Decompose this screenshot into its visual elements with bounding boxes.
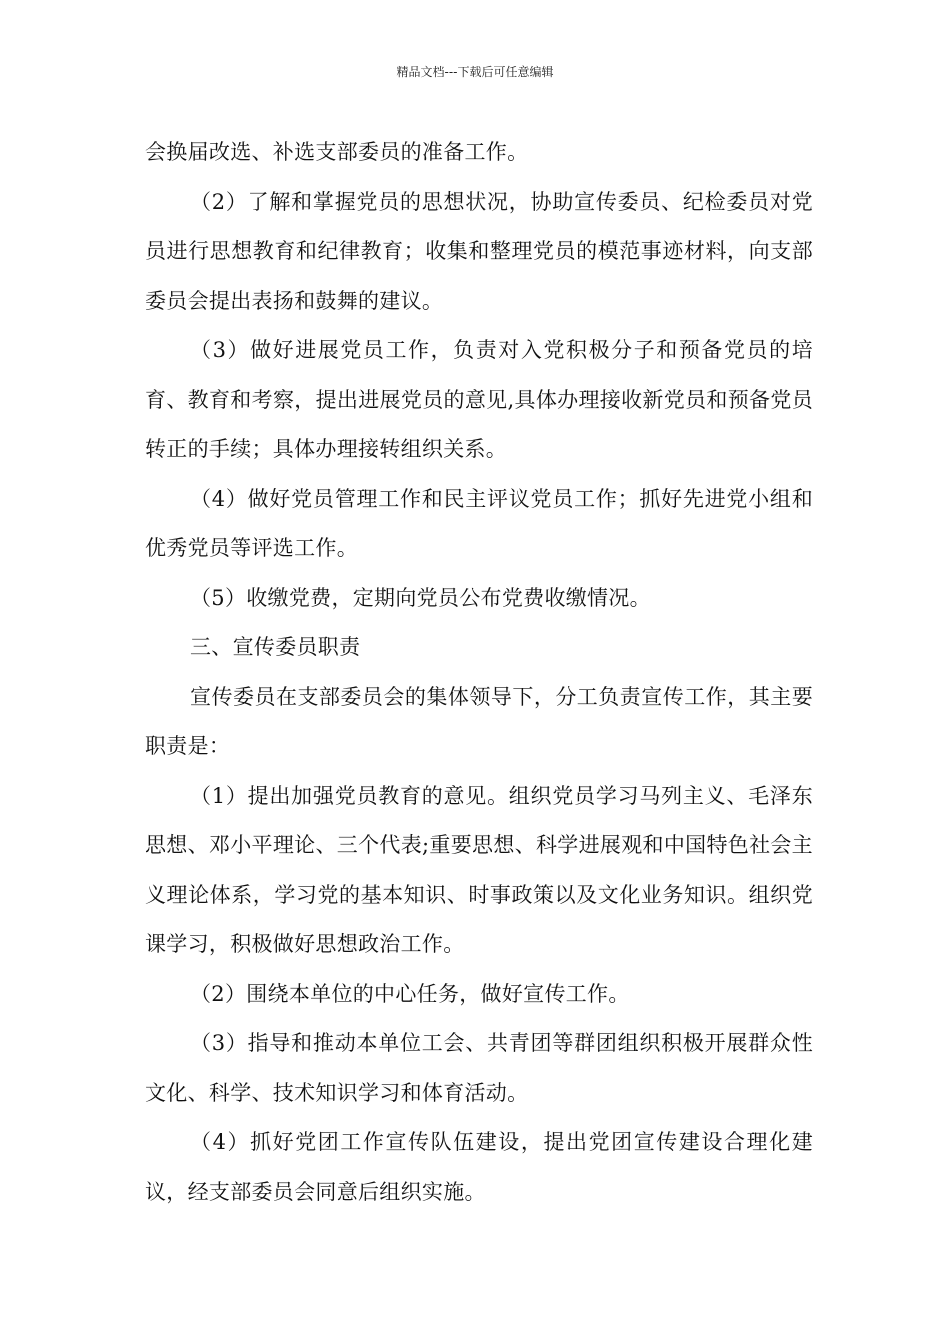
section-heading: 三、宣传委员职责: [190, 635, 361, 659]
page-header: 精品文档---下载后可任意编辑: [396, 65, 554, 79]
paragraph-item-4-organization: （4）做好党员管理工作和民主评议党员工作；抓好先进党小组和优秀党员等评选工作。: [145, 486, 813, 560]
paragraph-item-3-organization: （3）做好进展党员工作，负责对入党积极分子和预备党员的培育、教育和考察，提出进展党员的意见,具体办理接收新党员和预备党员转正的手续；具体办理接转组织关系。: [145, 338, 813, 461]
paragraph-item-1-propaganda: （1）提出加强党员教育的意见。组织党员学习马列主义、毛泽东思想、邓小平理论、三个代表;重要思想、科学进展观和中国特色社会主义理论体系，学习党的基本知识、时事政策以及文化业务知识。组织党课学习，积极做好思想政治工作。: [145, 783, 813, 956]
paragraph-continuation: 会换届改选、补选支部委员的准备工作。: [145, 140, 529, 164]
document-body: [145, 128, 813, 1217]
paragraph-item-2-organization: （2）了解和掌握党员的思想状况，协助宣传委员、纪检委员对党员进行思想教育和纪律教育；收集和整理党员的模范事迹材料，向支部委员会提出表扬和鼓舞的建议。: [145, 189, 813, 313]
paragraph-item-4-propaganda: （4）抓好党团工作宣传队伍建设，提出党团宣传建设合理化建议，经支部委员会同意后组织实施。: [145, 1130, 813, 1204]
paragraph-section-intro: 宣传委员在支部委员会的集体领导下，分工负责宣传工作，其主要职责是：: [145, 684, 813, 758]
paragraph-item-5-organization: （5）收缴党费，定期向党员公布党费收缴情况。: [190, 585, 651, 610]
paragraph-item-2-propaganda: （2）围绕本单位的中心任务，做好宣传工作。: [190, 981, 630, 1006]
paragraph-item-3-propaganda: （3）指导和推动本单位工会、共青团等群团组织积极开展群众性文化、科学、技术知识学习和体育活动。: [145, 1031, 813, 1105]
